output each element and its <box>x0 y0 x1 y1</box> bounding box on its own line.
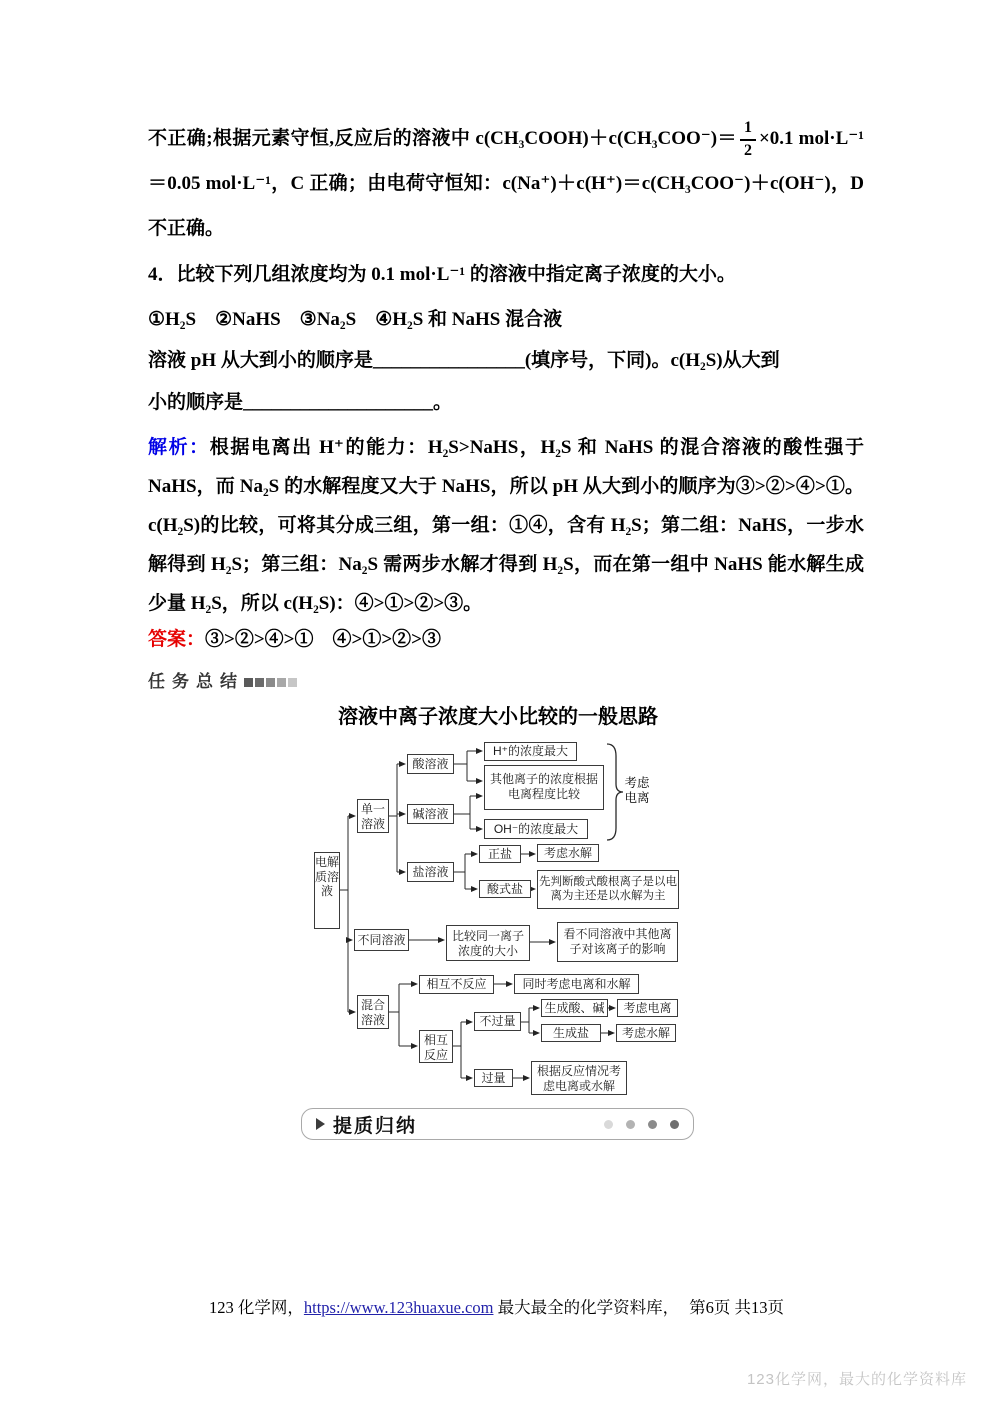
flow-node-base: 碱溶液 <box>407 804 454 824</box>
flow-node-react: 相互反应 <box>419 1030 453 1063</box>
flow-node-gen-acid-base: 生成酸、碱 <box>541 999 608 1017</box>
flow-node-no-react: 相互不反应 <box>419 975 494 994</box>
question-4-blank-line1: 溶液 pH 从大到小的顺序是________________(填序号，下同)。c(H₂S)从大到 <box>148 350 780 371</box>
flow-node-h-max: H⁺的浓度最大 <box>484 742 577 761</box>
fraction-denominator: 2 <box>743 141 752 159</box>
decorative-square <box>277 678 286 687</box>
flow-node-both: 同时考虑电离和水解 <box>514 974 639 994</box>
question-4-blank-line2: 小的顺序是____________________。 <box>148 392 453 413</box>
answer-value: ③>②>④>① ④>①>②>③ <box>205 629 441 650</box>
flowchart <box>300 736 685 1108</box>
dot-icon <box>604 1120 613 1129</box>
p1-before-text: 不正确;根据元素守恒,反应后的溶液中 c(CH₃COOH)＋c(CH₃COO⁻)＝ <box>148 128 737 149</box>
flow-brace-label: 考虑电离 <box>624 776 650 805</box>
decorative-square <box>266 678 275 687</box>
p1-after-text: ×0.1 mol·L⁻¹＝0.05 mol·L⁻¹，C 正确；由电荷守恒知：c(Na⁺)＋c(H⁺)＝c(CH₃COO⁻)＋c(OH⁻)，D 不正确。 <box>148 128 865 239</box>
flow-node-normal-salt: 正盐 <box>479 845 521 863</box>
flow-node-different: 不同溶液 <box>354 929 409 951</box>
answer-block <box>148 627 864 653</box>
paragraph-solution-analysis <box>148 116 864 251</box>
flow-node-consider-ionization2: 考虑电离 <box>617 999 678 1017</box>
dot-icon <box>670 1120 679 1129</box>
flowchart-title: 溶液中离子浓度大小比较的一般思路 <box>338 706 658 728</box>
flow-node-acid-salt: 酸式盐 <box>479 880 531 898</box>
flow-node-single: 单一溶液 <box>357 799 389 833</box>
task-summary-marker <box>148 667 299 692</box>
decorative-square <box>244 678 253 687</box>
footer-site: 123 化学网， <box>209 1298 304 1317</box>
question-4-options: ①H₂S ②NaHS ③Na₂S ④H₂S 和 NaHS 混合液 <box>148 309 563 330</box>
fraction-one-half <box>740 119 756 160</box>
decorative-square <box>288 678 297 687</box>
fraction-numerator: 1 <box>740 119 756 140</box>
flow-node-hydrolysis1: 考虑水解 <box>537 844 599 862</box>
page-footer <box>0 1294 993 1318</box>
flow-node-salt: 盐溶液 <box>407 862 454 882</box>
question-4-stem: 4．比较下列几组浓度均为 0.1 mol·L⁻¹ 的溶液中指定离子浓度的大小。 <box>148 264 736 285</box>
flow-node-hydrolysis2: 考虑水解 <box>616 1024 676 1042</box>
play-triangle-icon <box>316 1118 325 1130</box>
flow-node-other-ions: 其他离子的浓度根据电离程度比较 <box>484 765 604 810</box>
analysis-label: 解析： <box>148 437 210 458</box>
footer-page-number: 第6页 共13页 <box>689 1298 784 1317</box>
flow-node-gen-salt: 生成盐 <box>541 1024 601 1042</box>
panel-dots <box>604 1120 679 1129</box>
panel-label: 提质归纳 <box>333 1115 418 1137</box>
flow-node-excess: 过量 <box>474 1069 513 1087</box>
answer-label: 答案： <box>148 629 206 650</box>
flow-node-acid: 酸溶液 <box>407 754 454 774</box>
watermark-text: 123化学网，最大的化学资料库 <box>746 1371 967 1388</box>
flow-node-root: 电解质溶液 <box>314 852 340 929</box>
flow-node-mixed: 混合溶液 <box>357 995 389 1029</box>
flow-node-compare: 比较同一离子浓度的大小 <box>446 925 530 961</box>
analysis-body: 根据电离出 H⁺的能力：H₂S>NaHS，H₂S 和 NaHS 的混合溶液的酸性强于 NaHS，而 Na₂S 的水解程度又大于 NaHS，所以 pH 从大到小的顺序为③>②>④>①。c(H₂S)的比较，可将其分成三组，第一组：①④，含有 H₂S；第二组：NaHS，一步水解得到 H₂S；第三组：Na₂S 需两步水解才得到 H₂S，而在第一组中 NaHS 能水解生成少量 H₂S，所以 c(H₂S)：④>①>②>③。 <box>148 437 864 614</box>
dot-icon <box>626 1120 635 1129</box>
footer-link[interactable]: https://www.123huaxue.com <box>303 1298 494 1317</box>
task-summary-label: 任务总结 <box>148 672 244 691</box>
flow-node-not-excess: 不过量 <box>474 1012 521 1031</box>
dot-icon <box>648 1120 657 1129</box>
flow-node-oh-max: OH⁻的浓度最大 <box>484 819 588 839</box>
analysis-block <box>148 428 864 623</box>
flow-node-judge: 先判断酸式酸根离子是以电离为主还是以水解为主 <box>537 870 679 909</box>
flow-node-according: 根据反应情况考虑电离或水解 <box>531 1061 627 1095</box>
panel-bar <box>301 1108 694 1140</box>
decorative-square <box>255 678 264 687</box>
flow-node-watch: 看不同溶液中其他离子对该离子的影响 <box>557 922 678 962</box>
footer-desc: 最大最全的化学资料库， <box>493 1298 680 1317</box>
